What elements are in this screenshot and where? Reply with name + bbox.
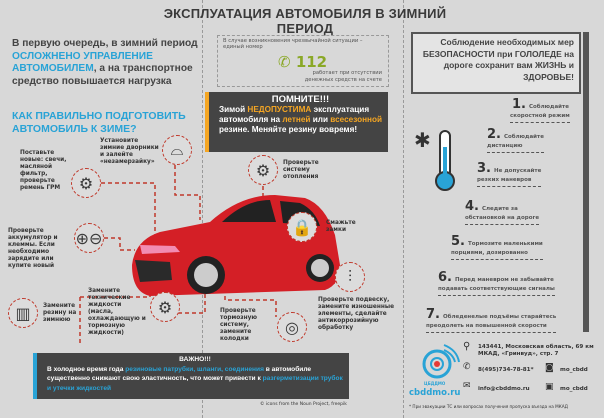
tip-tires: Замените резину на зимнюю [43, 303, 77, 323]
site-link[interactable]: cbddmo.ru [409, 388, 461, 398]
decorative-bar [583, 32, 589, 332]
emergency-text: В случае возникновения чрезвычайной ситуации – единый номер [223, 38, 363, 50]
tip-wipers: Установите зимние дворники и залейте «незамерзайку» [100, 138, 159, 165]
email[interactable]: info@cbddmo.ru [478, 386, 530, 392]
vk-icon: ▣ [545, 382, 554, 392]
tip-suspension: Проверьте подвеску, замените изношенные элементы, сделайте антикоррозийную обработку [318, 297, 395, 331]
phone-icon: ✆ [463, 362, 471, 372]
battery-icon: ⊕⊖ [74, 223, 104, 253]
safety-step: 7. Обледенелые подъёмы старайтесь преодолеть на повышенной скорости [426, 310, 556, 333]
safety-heading: Соблюдение необходимых мер БЕЗОПАСНОСТИ при ГОЛОЛЕДЕ на дороге сохранит вам ЖИЗНЬ и ЗДОРОВЬЕ! [411, 32, 581, 94]
address: 143441, Московская область, 69 км МКАД, «Гринвуд», стр. 7 [478, 344, 594, 357]
instagram-icon: ◙ [545, 363, 554, 373]
tip-locks: Смажьте замки [326, 220, 356, 233]
important-box [33, 353, 349, 399]
important-heading: ВАЖНО!!! [179, 356, 211, 363]
tip-heating: Проверьте системy отопления [283, 160, 319, 180]
vk-handle[interactable]: mo_cbdd [560, 386, 588, 392]
remember-text: Зимой НЕДОПУСТИМА эксплуатация автомобиля на летней или всесезонной резине. Меняйте резину вовремя! [219, 105, 382, 134]
emergency-note: работает при отсутствии денежных средств на счете [304, 70, 382, 83]
phone-icon: ✆ [278, 53, 291, 71]
thermometer-snowflake-icon [412, 125, 462, 195]
fluid-gear-icon: ⚙ [150, 292, 180, 322]
mail-icon: ✉ [463, 381, 471, 391]
remember-heading: ПОМНИТЕ!!! [271, 94, 330, 105]
logo-caption: ЦБДДМО [424, 381, 446, 386]
footnote: * При эвакуации ТС или вопросах получения пропуска въезда на МКАД [409, 404, 568, 409]
windshield-icon: ⌓ [162, 135, 192, 165]
safety-step: 3. Не допускайте резких маневров [477, 164, 541, 187]
red-car [132, 195, 340, 296]
tip-fluids: Замените технические жидкости (масла, охлаждающую и тормозную жидкости) [88, 288, 146, 336]
safety-step: 4. Следите за обстановкой на дороге [465, 202, 539, 225]
intro-text: В первую очередь, в зимний период ОСЛОЖНЕНО УПРАВЛЕНИЕ АВТОМОБИЛЕМ, а на транспортное средство повышается нагрузка [12, 38, 198, 87]
tip-engine: Поставьте новые: свечи, масляной фильтр, проверьте ремень ГРМ [20, 150, 67, 191]
suspension-icon: ⫶ [335, 262, 365, 292]
howto-heading: КАК ПРАВИЛЬНО ПОДГОТОВИТЬ АВТОМОБИЛЬ К ЗИМЕ? [12, 110, 186, 135]
tip-brakes: Проверьте тормозную систему, замените колодки [220, 308, 258, 342]
phone[interactable]: 8(495)734-78-81* [478, 367, 534, 373]
car-lock-icon: 🔒 [287, 212, 317, 242]
safety-step: 1. Соблюдайте скоростной режим [512, 100, 570, 123]
cbddmo-logo-icon [420, 342, 460, 382]
credit: © icons from the Noun Project, freepik [260, 402, 347, 407]
brake-disc-icon: ◎ [277, 312, 307, 342]
svg-text:✱: ✱ [414, 128, 431, 152]
tire-icon: ▥ [8, 298, 38, 328]
safety-step: 2. Соблюдайте дистанцию [487, 130, 544, 153]
heating-gear-icon: ⚙ [248, 155, 278, 185]
emergency-number: ✆ 112 [278, 53, 328, 71]
instagram-handle[interactable]: mo_cbdd [560, 367, 588, 373]
important-text: В холодное время года резиновые патрубки, шланги, соединения в автомобиле существенно снижают свою эластичность, что может привести к разгерметизации трубок и утечки жидкостей [47, 365, 343, 392]
page-title: ЭКСПЛУАТАЦИЯ АВТОМОБИЛЯ В ЗИМНИЙ ПЕРИОД [163, 6, 447, 36]
safety-step: 5. Тормозите маленькими порциями, дозированно [451, 237, 543, 260]
safety-step: 6. Перед маневром не забывайте подавать соответствующие сигналы [438, 273, 555, 296]
engine-icon: ⚙ [71, 168, 101, 198]
tip-battery: Проверьте аккумулятор и клеммы. Если необходимо зарядите или купите новый [8, 228, 58, 269]
location-pin-icon: ⚲ [463, 341, 471, 352]
